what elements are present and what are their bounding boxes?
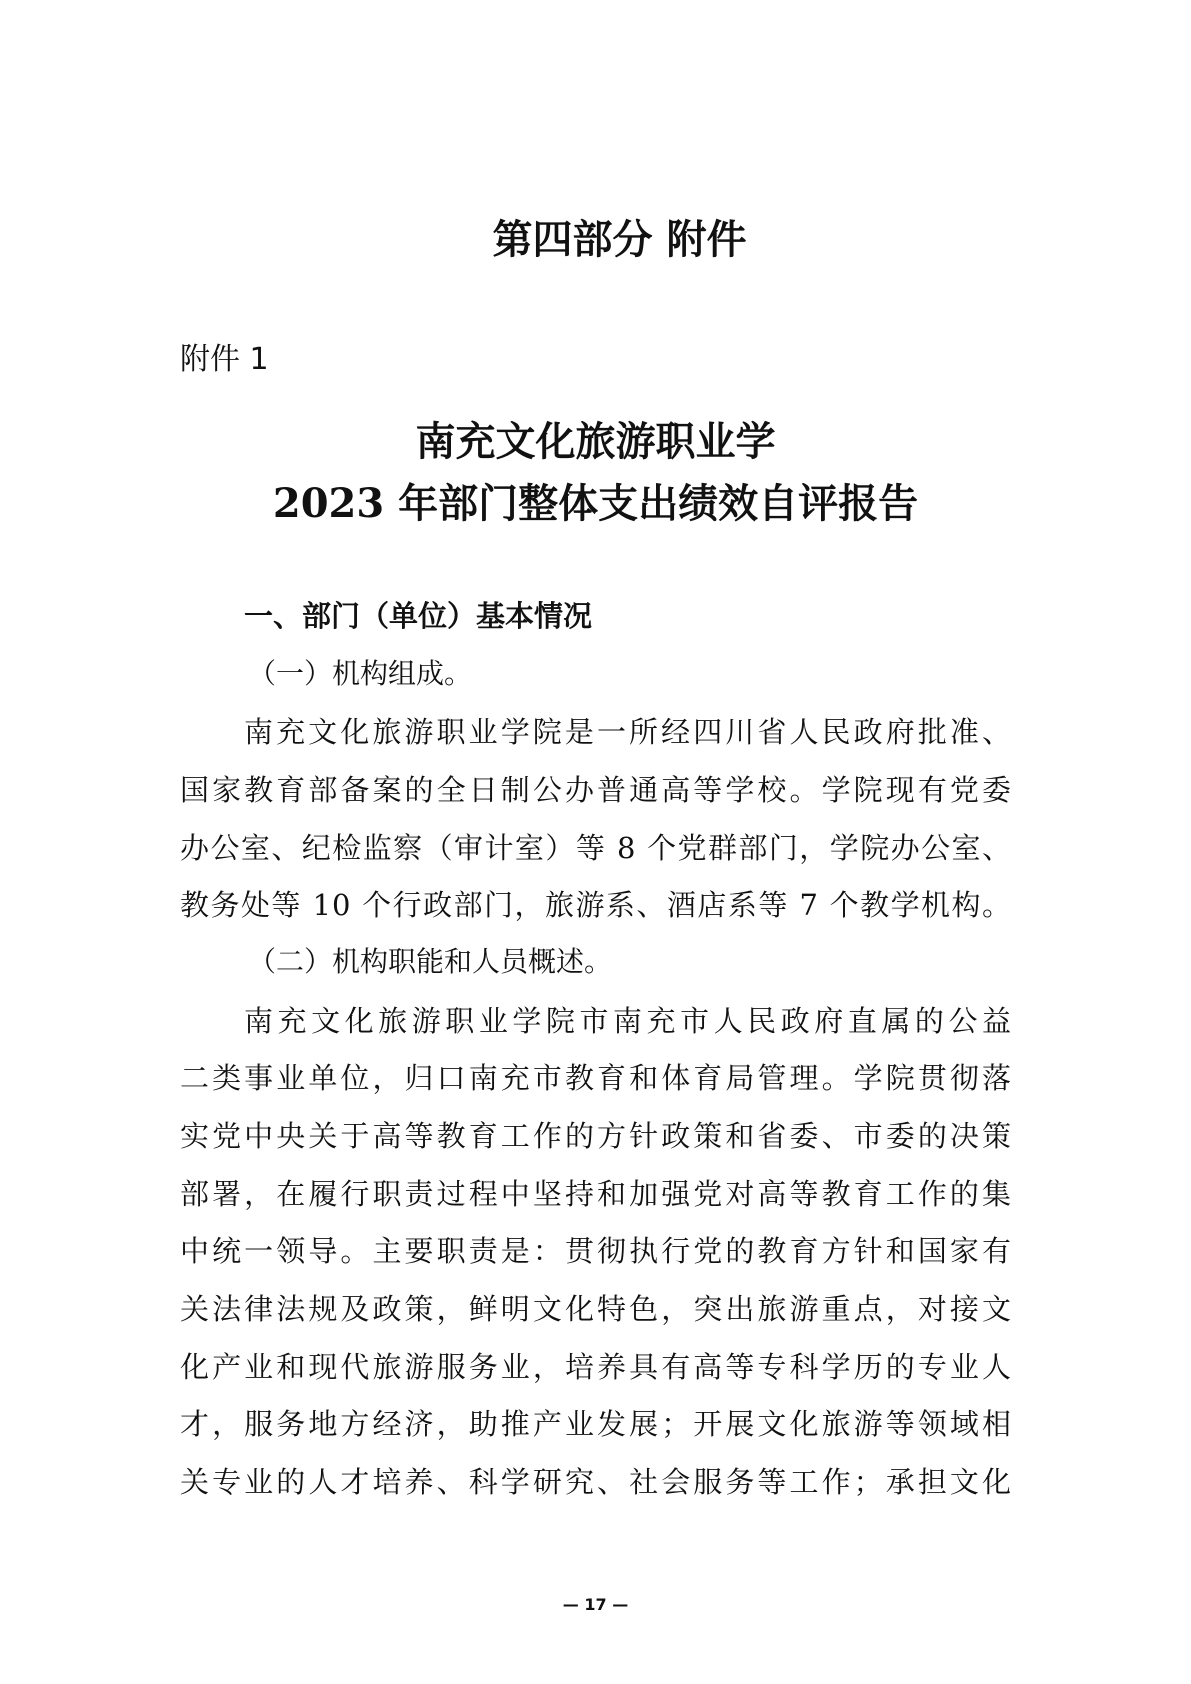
paragraph-line: 部署，在履行职责过程中坚持和加强党对高等教育工作的集 bbox=[180, 1177, 1012, 1211]
paragraph-line: 实党中央关于高等教育工作的方针政策和省委、市委的决策 bbox=[180, 1119, 1012, 1153]
part-title: 第四部分 附件 bbox=[492, 217, 747, 263]
paragraph-line: 国家教育部备案的全日制公办普通高等学校。学院现有党委 bbox=[180, 773, 1012, 807]
report-title-line-2: 2023 年部门整体支出绩效自评报告 bbox=[272, 480, 919, 527]
paragraph-line: 二类事业单位，归口南充市教育和体育局管理。学院贯彻落 bbox=[180, 1061, 1012, 1095]
paragraph-line: 办公室、纪检监察（审计室）等 8 个党群部门，学院办公室、 bbox=[180, 831, 1012, 865]
report-title-line-1: 南充文化旅游职业学 bbox=[415, 418, 776, 465]
sub-heading-organization: （一）机构组成。 bbox=[248, 657, 473, 690]
paragraph-line: 南充文化旅游职业学院市南充市人民政府直属的公益 bbox=[244, 1004, 1012, 1038]
page-number: — 17 — bbox=[562, 1595, 629, 1614]
paragraph-line: 南充文化旅游职业学院是一所经四川省人民政府批准、 bbox=[244, 715, 1012, 749]
paragraph-line: 关专业的人才培养、科学研究、社会服务等工作；承担文化 bbox=[180, 1465, 1012, 1499]
paragraph-line: 关法律法规及政策，鲜明文化特色，突出旅游重点，对接文 bbox=[180, 1292, 1012, 1326]
paragraph-line: 教务处等 10 个行政部门，旅游系、酒店系等 7 个教学机构。 bbox=[180, 888, 1012, 922]
annex-label: 附件 1 bbox=[180, 342, 269, 377]
paragraph-line: 化产业和现代旅游服务业，培养具有高等专科学历的专业人 bbox=[180, 1350, 1012, 1384]
paragraph-line: 才，服务地方经济，助推产业发展；开展文化旅游等领域相 bbox=[180, 1407, 1012, 1441]
sub-heading-functions: （二）机构职能和人员概述。 bbox=[248, 945, 613, 978]
paragraph-line: 中统一领导。主要职责是：贯彻执行党的教育方针和国家有 bbox=[180, 1234, 1012, 1268]
section-heading: 一、部门（单位）基本情况 bbox=[244, 599, 593, 633]
